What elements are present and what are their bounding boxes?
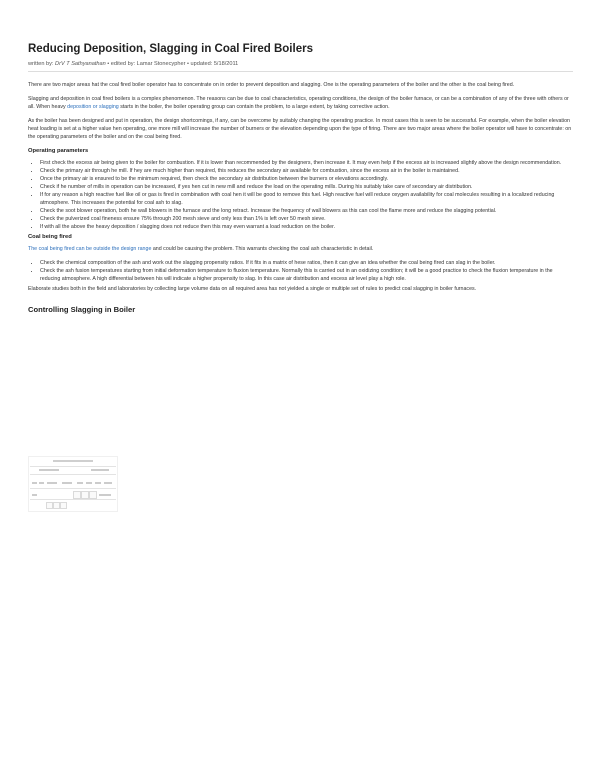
thumbnail-block [81, 491, 89, 499]
thumbnail-block [53, 502, 60, 509]
coal-design-range-link[interactable]: The coal being fired can be outside the design range [28, 246, 152, 252]
thumbnail-block [46, 502, 53, 509]
coal-lead-after: and could be causing the problem. This warrants checking the coal ash characteristic in detail. [151, 246, 374, 252]
article [28, 42, 573, 328]
coal-lead-paragraph [28, 245, 573, 253]
thumbnail-cell [39, 469, 59, 471]
intro-paragraph: There are two major areas hat the coal fired boiler operator has to concentrate on in order to prevent deposition and slagging. One is the operating parameters of the boiler and the other is the coal being fired. [28, 82, 515, 88]
thumbnail-block [73, 491, 81, 499]
list-item: • If for any reason a high reactive fuel like oil or gas is fired in combination with coal hen it will be good to remove this fuel. High reactive fuel will reduce oxygen availability for coal molecules resulting in a localized reducing atmosphere. This increases the potential for coal ash to slag. [40, 191, 573, 207]
deposition-slagging-link[interactable]: deposition or slagging [67, 104, 119, 110]
coal-checks-list [28, 259, 573, 283]
thumbnail-cell [47, 482, 57, 484]
byline-suffix: • edited by: Lamar Stonecypher • updated: 5/18/2011 [105, 61, 239, 67]
paragraph-complex-phenomenon [28, 95, 573, 111]
thumbnail-cell [32, 482, 37, 484]
para2-before: Slagging and deposition in coal fired boilers is a complex phenomenon. The reasons can be due to coal characteristics, operating conditions, the design of the boiler furnace, or can be a combination of any of the three with others or all. When heavy [28, 96, 569, 110]
operating-parameters-list [28, 159, 573, 231]
thumbnail-cell [62, 482, 72, 484]
thumbnail-title-bar [53, 460, 93, 462]
list-item: • Check the ash fusion temperatures starting from initial deformation temperature to fluxion temperature. Normally this is carried out in an oxidizing condition; it will be a good practice to check the fluxion temperature in the reducing atmosphere. A high differential between his will indicate a higher propensity to slag. In this case air distribution and excess air level play a high role. [40, 267, 573, 283]
title-divider [28, 71, 573, 72]
byline-author: DrV T Sathyanathan [55, 61, 106, 67]
thumbnail-row-line [30, 474, 116, 475]
list-item: • Check if he number of mills in operation can be increased, if yes hen cut in new mill and reduce the load on the operating mills. During his suitably take care of secondary air distribution. [40, 183, 573, 191]
list-item: • Check the chemical composition of the ash and work out the slagging propensity ratios. If it fits in a matrix of hese ratios, then it can give an idea whether the coal being fired can slag in the boiler. [40, 259, 573, 267]
list-item: • Once the primary air is ensured to be the minimum required, then check the secondary air distribution between the burners or elevations accordingly. [40, 175, 573, 183]
thumbnail-cell [91, 469, 109, 471]
slagging-table-thumbnail[interactable] [28, 456, 118, 512]
thumbnail-block [89, 491, 97, 499]
page-title: Reducing Deposition, Slagging in Coal Fired Boilers [28, 43, 313, 55]
thumbnail-row-line [30, 488, 116, 489]
paragraph-design-shortcomings: As the boiler has been designed and put in operation, the design shortcomings, if any, can be overcome by suitably changing the operating practice. In most cases this is seen to be successful. For example, when the boiler elevation heat loading is set at a higher value hen operating, one more mill will increase the number of burners or the elevation depending upon the type of firing. There are two major areas where the boiler operator will have to concentrate: on the operating parameters of the boiler and on the coal being fired. [28, 118, 572, 140]
thumbnail-cell [39, 482, 44, 484]
list-item: • First check the excess air being given to the boiler for combustion. If it is lower than recommended by the designers, then increase it. It may even help if the excess air is increased slightly above the design recommendation. [40, 159, 573, 167]
byline [28, 61, 573, 68]
thumbnail-cell [104, 482, 112, 484]
list-item: • Check the primary air through he mill. If hey are much higher than required, this reduces the secondary air available for combustion, since the excess air in the boiler is maintained. [40, 167, 573, 175]
thumbnail-block [60, 502, 67, 509]
thumbnail-cell [77, 482, 83, 484]
byline-prefix: written by: [28, 61, 56, 67]
para2-after: starts in the boiler, the boiler operating group can contain the problem, to a large extent, by taking corrective action. [118, 104, 390, 110]
thumbnail-row-line [30, 466, 116, 467]
list-item: • Check the soot blower operation, both he wall blowers in the furnace and the long retract. Increase the frequency of wall blowers as this can cool the flame more and reduce the slagging potential. [40, 207, 573, 215]
thumbnail-cell [99, 494, 111, 496]
coal-being-fired-heading: Coal being fired [28, 234, 72, 240]
controlling-slagging-heading: Controlling Slagging in Boiler [28, 305, 136, 314]
list-item: • Check the pulverized coal fineness ensure 75% through 200 mesh sieve and only less than 1% is left over 50 mesh sieve. [40, 215, 573, 223]
thumbnail-row-line [30, 499, 116, 500]
operating-parameters-heading: Operating parameters [28, 148, 89, 154]
thumbnail-cell [32, 494, 37, 496]
closing-paragraph: Elaborate studies both in the field and laboratories by collecting large volume data on all required area has not yielded a single or multiple set of rules to predict coal slagging in boiler furnaces. [28, 286, 477, 292]
list-item: • If with all the above the heavy deposition / slagging does not reduce then this may even warrant a load reduction on the boiler. [40, 223, 573, 231]
thumbnail-cell [86, 482, 92, 484]
thumbnail-cell [95, 482, 101, 484]
